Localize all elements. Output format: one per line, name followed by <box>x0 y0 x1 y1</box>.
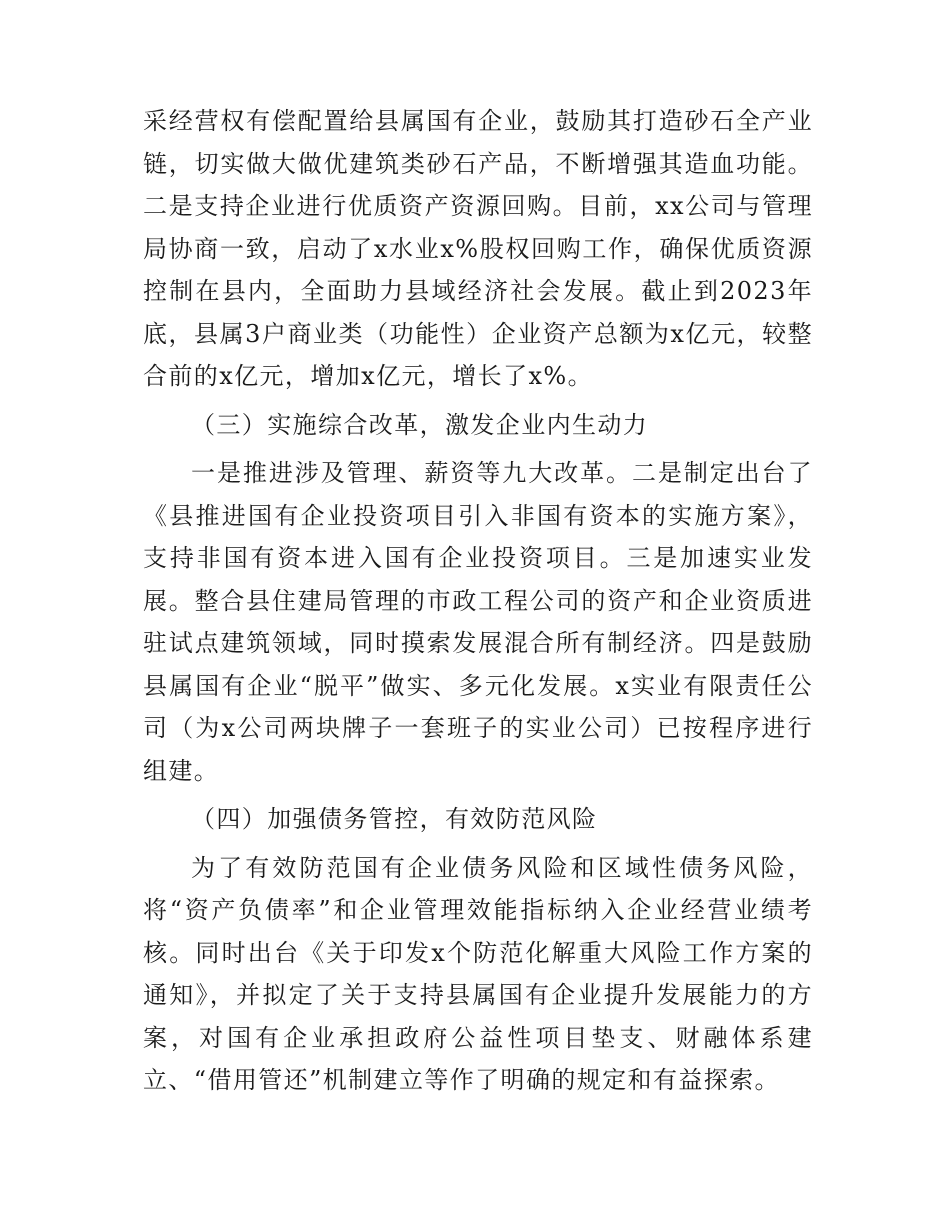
paragraph-section-4: 为了有效防范国有企业债务风险和区域性债务风险，将“资产负债率”和企业管理效能指标纳入企业经营业绩考核。同时出台《关于印发x个防范化解重大风险工作方案的通知》，并拟定了关于支持县属国有企业提升发展能力的方案，对国有企业承担政府公益性项目垫支、财融体系建立、“借用管还”机制建立等作了明确的规定和有益探索。 <box>143 853 813 1094</box>
section-heading-3: （三）实施综合改革，激发企业内生动力 <box>191 410 649 439</box>
section-heading-4: （四）加强债务管控，有效防范风险 <box>191 805 598 833</box>
paragraph-continuation: 采经营权有偿配置给县属国有企业，鼓励其打造砂石全产业链，切实做大做优建筑类砂石产品，不断增强其造血功能。二是支持企业进行优质资产资源回购。目前，xx公司与管理局协商一致，启动了x水业x%股权回购工作，确保优质资源控制在县内，全面助力县域经济社会发展。截止到2023年底，县属3户商业类（功能性）企业资产总额为x亿元，较整合前的x亿元，增加x亿元，增长了x%。 <box>143 107 813 390</box>
paragraph-section-3: 一是推进涉及管理、薪资等九大改革。二是制定出台了《县推进国有企业投资项目引入非国有资本的实施方案》，支持非国有资本进入国有企业投资项目。三是加速实业发展。整合县住建局管理的市政工程公司的资产和企业资质进驻试点建筑领域，同时摸索发展混合所有制经济。四是鼓励县属国有企业“脱平”做实、多元化发展。x实业有限责任公司（为x公司两块牌子一套班子的实业公司）已按程序进行组建。 <box>143 459 813 785</box>
document-body <box>143 100 813 1102</box>
